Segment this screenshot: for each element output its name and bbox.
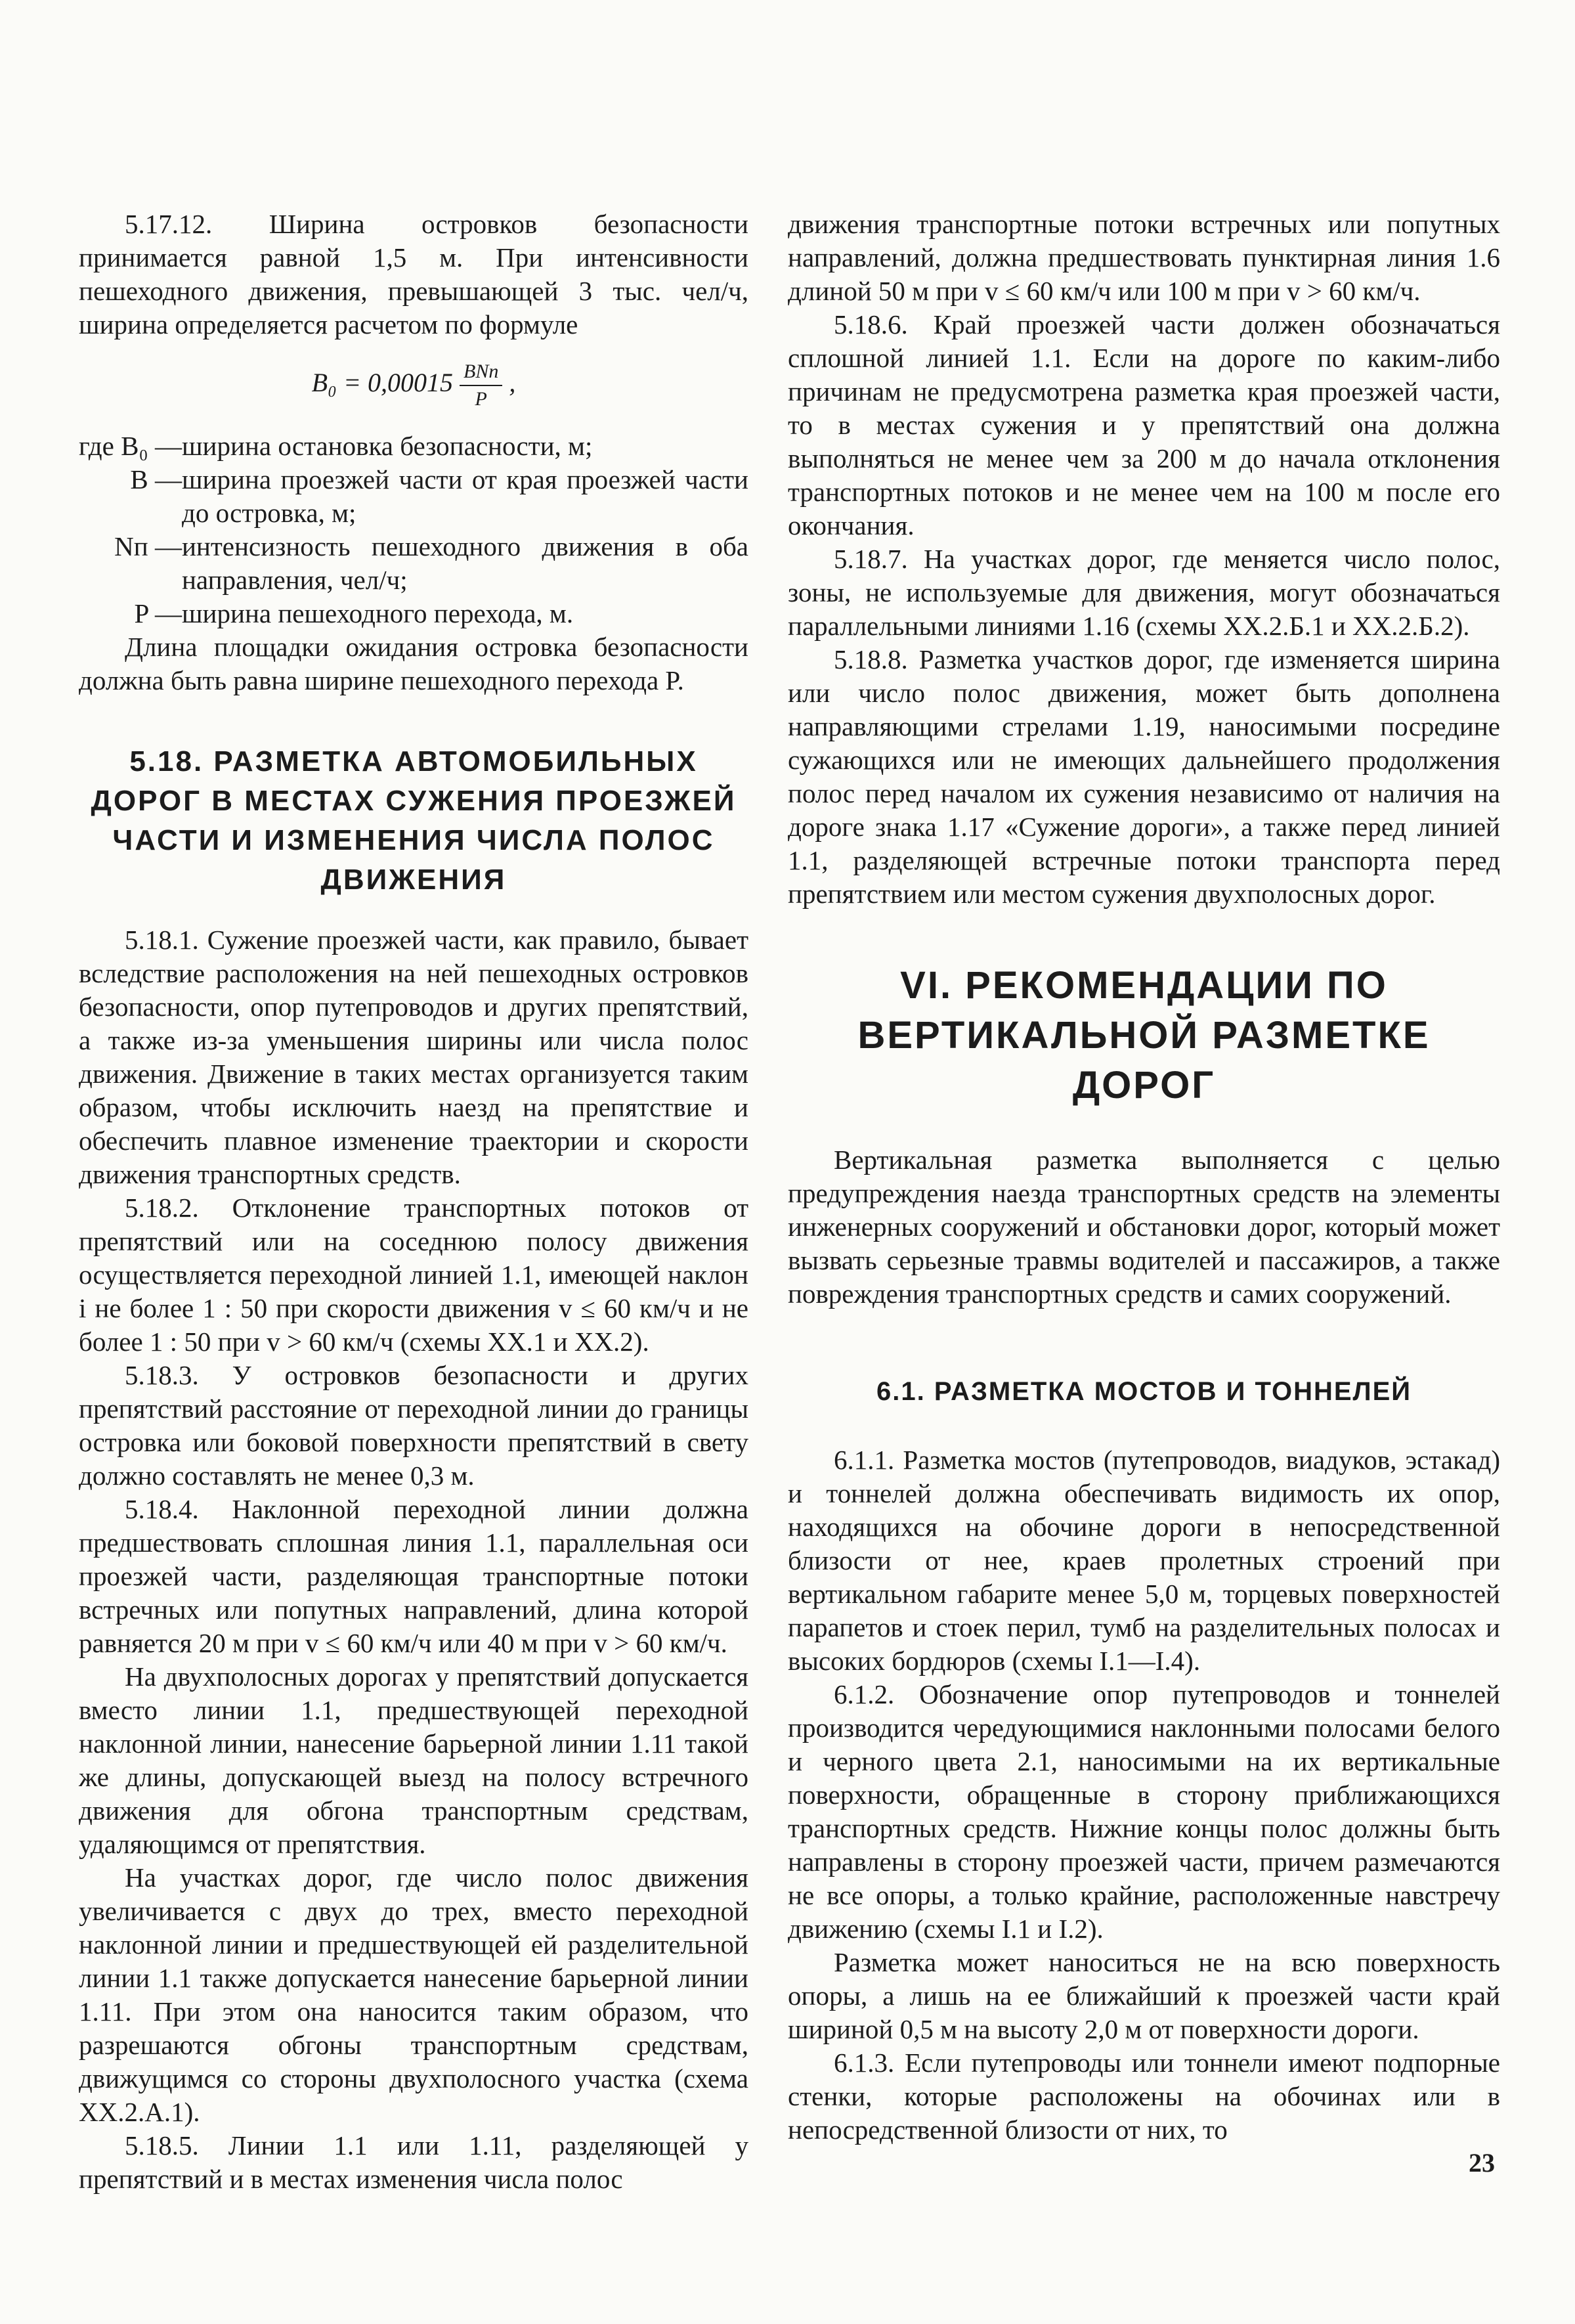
definition-row xyxy=(79,597,748,630)
paragraph-lanes-increase: На участках дорог, где число полос движения увеличивается с двух до трех, вместо переходной наклонной линии и предшествующей ей разделительной линии 1.1 также допускается нанесение барьерной линии 1.11. При этом она наносится таким образом, что разрешаются обгоны транспортным средствам, движущимся со стороны двухполосного участка (схема XX.2.A.1). xyxy=(79,1862,748,2127)
paragraph-5-17-12: 5.17.12. Ширина островков безопасности принимается равной 1,5 м. При интенсивности пешеходного движения, превышающей 3 тыс. чел/ч, ширина определяется расчетом по формуле xyxy=(79,209,748,340)
paragraph-5-18-6: 5.18.6. Край проезжей части должен обозначаться сплошной линией 1.1. Если на дороге по каким-либо причинам не предусмотрена разметка края проезжей части, то в местах сужения и у препятствий она должна выполняться не менее чем за 200 м до начала отклонения транспортных потоков и не менее чем на 100 м после его окончания. xyxy=(788,309,1500,540)
formula-definitions xyxy=(79,429,748,630)
left-column xyxy=(79,208,748,2196)
definition-text: интенсизность пешеходного движения в оба направления, чел/ч; xyxy=(181,531,748,595)
right-column xyxy=(788,208,1500,2147)
paragraph-vertical-marking: Вертикальная разметка выполняется с целью предупреждения наезда транспортных средств на элементы инженерных сооружений и обстановки дорог, который может вызвать серьезные травмы водителей и пассажиров, а также повреждения транспортных средств и самих сооружений. xyxy=(788,1145,1500,1309)
definition-row xyxy=(79,463,748,530)
paragraph-waiting-area: Длина площадки ожидания островка безопасности должна быть равна ширине пешеходного перехода P. xyxy=(79,632,748,695)
page-number: 23 xyxy=(1469,2148,1495,2178)
definition-label: P — xyxy=(134,598,182,628)
paragraph-5-18-8: 5.18.8. Разметка участков дорог, где изменяется ширина или число полос движения, может быть дополнена направляющими стрелами 1.19, наносимыми посредине сужающихся или не имеющих дальнейшего продолжения полос перед началом их сужения независимо от наличия на дороге знака 1.17 «Сужение дороги», а также перед линией 1.1, разделяющей встречные потоки транспорта перед препятствием или местом сужения двухполосных дорог. xyxy=(788,644,1500,909)
paragraph-5-18-3: 5.18.3. У островков безопасности и других препятствий расстояние от переходной линии до границы островка или боковой поверхности препятствий в свету должно составлять не менее 0,3 м. xyxy=(79,1360,748,1491)
paragraph-5-18-5-start: 5.18.5. Линии 1.1 или 1.11, разделяющей у препятствий и в местах изменения числа полос xyxy=(79,2130,748,2194)
paragraph-marking-surface: Разметка может наноситься не на всю поверхность опоры, а лишь на ее ближайший к проезжей части край шириной 0,5 м на высоту 2,0 м от поверхности дороги. xyxy=(788,1947,1500,2044)
paragraph-5-18-5-continued: движения транспортные потоки встречных или попутных направлений, должна предшествовать пунктирная линия 1.6 длиной 50 м при v ≤ 60 км/ч или 100 м при v > 60 км/ч. xyxy=(788,209,1500,306)
paragraph-5-18-1: 5.18.1. Сужение проезжей части, как правило, бывает вследствие расположения на ней пешеходных островков безопасности, опор путепроводов и других препятствий, а также из-за уменьшения ширины или числа полос движения. Движение в таких местах организуется таким образом, чтобы исключить наезд на препятствие и обеспечить плавное изменение траектории и скорости движения транспортных средств. xyxy=(79,925,748,1189)
formula-denominator: P xyxy=(475,388,487,410)
paragraph-6-1-2: 6.1.2. Обозначение опор путепроводов и тоннелей производится чередующимися наклонными полосами белого и черного цвета 2.1, наносимыми на их вертикальные поверхности, обращенные в сторону приближающихся транспортных средств. Нижние концы полос должны быть направлены в сторону проезжей части, причем размечаются не все опоры, а только крайние, расположенные навстречу движению (схемы I.1 и I.2). xyxy=(788,1679,1500,1944)
paragraph-6-1-3: 6.1.3. Если путепроводы или тоннели имеют подпорные стенки, которые расположены на обочинах или в непосредственной близости от них, то xyxy=(788,2048,1500,2145)
definition-text: ширина проезжей части от края проезжей части до островка, м; xyxy=(181,464,748,528)
definition-label: где B₀ — xyxy=(79,431,182,461)
paragraph-5-18-4: 5.18.4. Наклонной переходной линии должна предшествовать сплошная линия 1.1, параллельная оси проезжей части, разделяющая транспортные потоки встречных или попутных направлений, длина которой равняется 20 м при v ≤ 60 км/ч или 40 м при v > 60 км/ч. xyxy=(79,1494,748,1658)
formula-fraction xyxy=(460,359,502,412)
paragraph-two-lane-roads: На двухполосных дорогах у препятствий допускается вместо линии 1.1, предшествующей переходной наклонной линии, нанесение барьерной линии 1.11 такой же длины, допускающей выезд на полосу встречного движения для обгона транспортным средствам, удаляющимся от препятствия. xyxy=(79,1661,748,1859)
paragraph-5-18-2: 5.18.2. Отклонение транспортных потоков от препятствий или на соседнюю полосу движения осуществляется переходной линией 1.1, имеющей наклон i не более 1 : 50 при скорости движения v ≤ 60 км/ч и не более 1 : 50 при v > 60 км/ч (схемы XX.1 и XX.2). xyxy=(79,1193,748,1357)
definition-label: Nп — xyxy=(114,531,182,561)
island-width-formula xyxy=(79,359,748,412)
formula-numerator: BNп xyxy=(460,359,502,386)
paragraph-6-1-1: 6.1.1. Разметка мостов (путепроводов, виадуков, эстакад) и тоннелей должна обеспечивать видимость их опор, находящихся на обочине дороги в непосредственной близости от нее, краев пролетных строений при вертикальном габарите менее 5,0 м, торцевых поверхностей парапетов и стоек перил, тумб на разделительных полосах и высоких бордюров (схемы I.1—I.4). xyxy=(788,1445,1500,1676)
formula-lhs: B₀ = 0,00015 xyxy=(311,368,453,398)
definition-text: ширина остановка безопасности, м; xyxy=(181,431,593,461)
paragraph-5-18-7: 5.18.7. На участках дорог, где меняется число полос, зоны, не используемые для движения, могут обозначаться параллельными линиями 1.16 (схемы XX.2.Б.1 и XX.2.Б.2). xyxy=(788,544,1500,641)
definition-row xyxy=(79,530,748,597)
definition-text: ширина пешеходного перехода, м. xyxy=(181,598,574,628)
definition-row xyxy=(79,429,748,463)
formula-tail: , xyxy=(509,368,516,398)
chapter-heading-vi: VI. РЕКОМЕНДАЦИИ ПО ВЕРТИКАЛЬНОЙ РАЗМЕТКЕ ДОРОГ xyxy=(857,964,1431,1107)
section-heading-6-1: 6.1. РАЗМЕТКА МОСТОВ И ТОННЕЛЕЙ xyxy=(876,1377,1412,1406)
section-heading-5-18: 5.18. РАЗМЕТКА АВТОМОБИЛЬНЫХ ДОРОГ В МЕСТАХ СУЖЕНИЯ ПРОЕЗЖЕЙ ЧАСТИ И ИЗМЕНЕНИЯ ЧИСЛА ПОЛОС ДВИЖЕНИЯ xyxy=(91,745,737,896)
definition-label: B — xyxy=(130,464,182,494)
